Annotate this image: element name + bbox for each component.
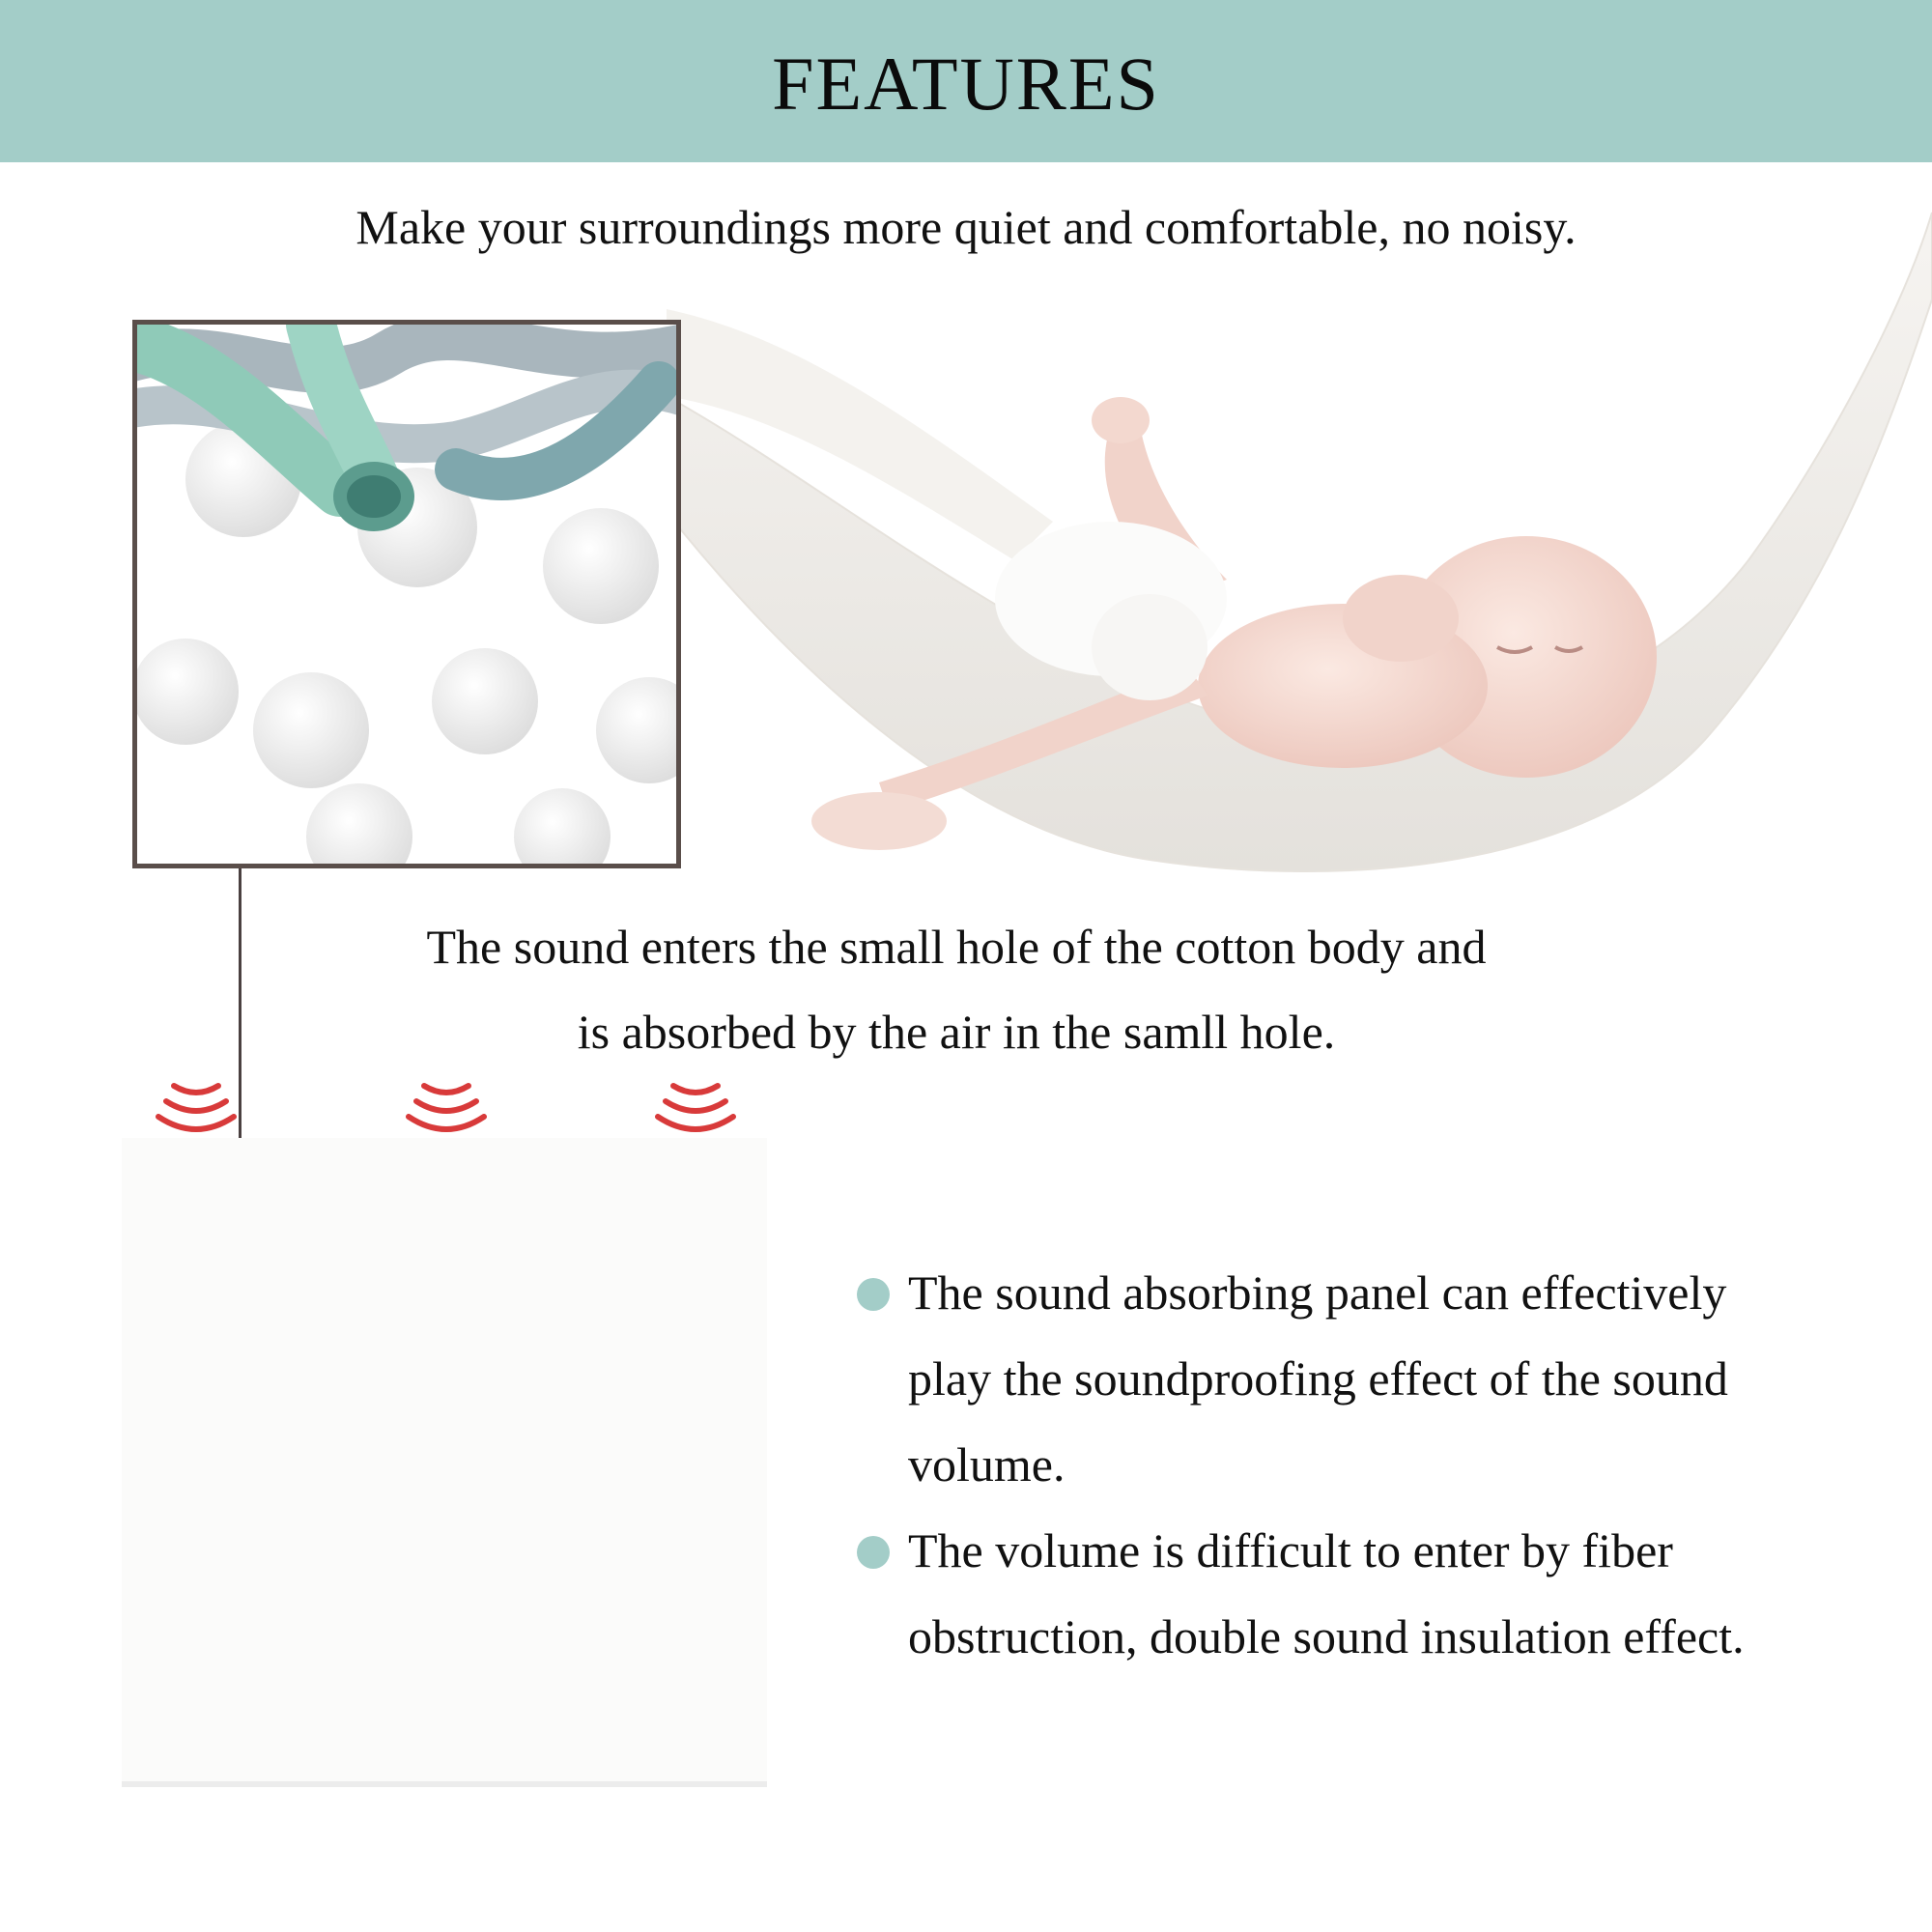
subtitle: Make your surroundings more quiet and comfortable, no noisy. <box>355 200 1577 254</box>
fiber-closeup-illustration <box>137 325 676 864</box>
description-line-2: is absorbed by the air in the samll hole. <box>577 1005 1336 1059</box>
absorption-description <box>290 904 1623 1074</box>
bullet-2-line-1: The volume is difficult to enter by fiber <box>908 1523 1673 1577</box>
bullet-1-line-3: volume. <box>908 1437 1065 1492</box>
page-title: FEATURES <box>772 42 1160 126</box>
sound-wave-icon <box>153 1080 240 1138</box>
feature-bullet-list <box>850 1250 1913 1680</box>
fiber-closeup-frame <box>132 320 681 868</box>
bullet-dot-icon <box>857 1536 890 1569</box>
sound-absorbing-panel <box>122 1138 767 1781</box>
bullet-dot-icon <box>857 1278 890 1311</box>
list-item <box>850 1508 1913 1680</box>
list-item <box>850 1250 1913 1508</box>
bullet-2-line-2: obstruction, double sound insulation effect. <box>908 1609 1745 1663</box>
bullet-1-line-1: The sound absorbing panel can effectively <box>908 1265 1727 1320</box>
baby-hammock-illustration <box>667 193 1932 889</box>
bullet-1-line-2: play the soundproofing effect of the sound <box>908 1351 1728 1406</box>
description-line-1: The sound enters the small hole of the cotton body and <box>426 920 1487 974</box>
sound-wave-icon <box>652 1080 739 1138</box>
sound-wave-icon <box>403 1080 490 1138</box>
